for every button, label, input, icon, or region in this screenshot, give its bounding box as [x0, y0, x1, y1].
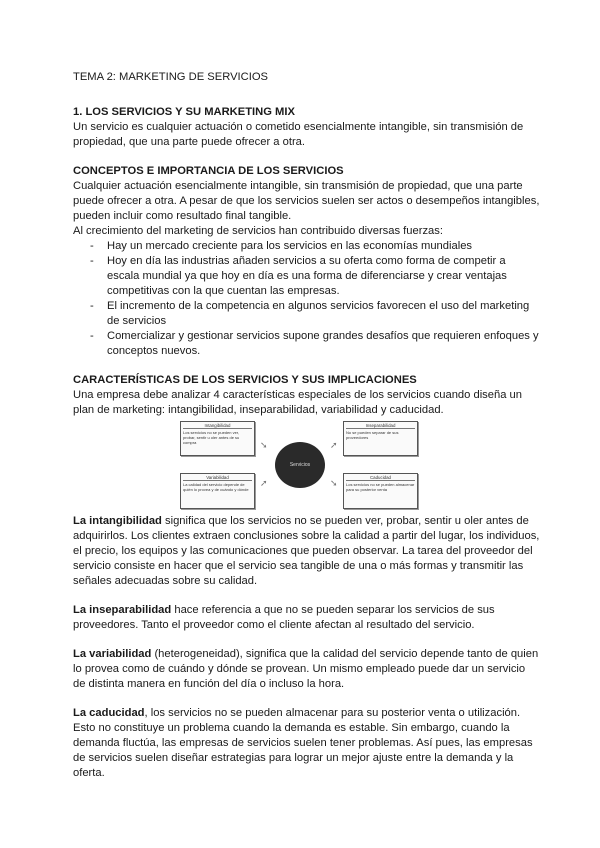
characteristics-diagram [180, 421, 420, 509]
diagram-box-title: Caducidad [346, 475, 415, 481]
arrow-icon: ➚ [260, 478, 268, 488]
paragraph-text: (heterogeneidad), significa que la calidad del servicio depende tanto de quien lo provea como de cuándo y dónde se provean. Un mismo empleado puede dar un servicio de distinta manera en función del día o incluso la hora. [73, 648, 539, 690]
paragraph-inseparabilidad [73, 603, 540, 633]
paragraph-variabilidad [73, 647, 540, 692]
paragraph: Cualquier actuación esencialmente intangible, sin transmisión de propiedad, que una parte puede ofrecer a otra. A pesar de que los servicios suelen ser actos o desempeños intangibles, pueden incluir como resultado final tangible. [73, 180, 540, 222]
term: La caducidad [73, 707, 145, 719]
list-item: - El incremento de la competencia en algunos servicios favorecen el uso del marketing de servicios [90, 299, 540, 329]
paragraph: Un servicio es cualquier actuación o cometido esencialmente intangible, sin transmisión de propiedad, que una parte puede ofrecer a otra. [73, 121, 524, 148]
section-caracteristicas [73, 373, 540, 781]
diagram-box-caducidad [343, 473, 418, 509]
diagram-box-title: Variabilidad [183, 475, 252, 481]
section-servicios-marketing-mix [73, 105, 540, 150]
paragraph-text: , los servicios no se pueden almacenar para su posterior venta o utilización. Esto no constituye un problema cuando la demanda es estable. Sin embargo, cuando la demanda fluctúa, las empresas de servicios suelen tener problemas. Así pues, las empresas de servicios suelen diseñar estrategias para lograr un mejor ajuste entre la demanda y la oferta. [73, 707, 533, 779]
diagram-box-text: Los servicios no se pueden ver, probar, sentir u oler antes de su compra [183, 430, 240, 445]
term: La inseparabilidad [73, 604, 172, 616]
forces-list [73, 239, 540, 359]
diagram-box-title: Intangibilidad [183, 423, 252, 429]
section-heading: CARACTERÍSTICAS DE LOS SERVICIOS Y SUS IMPLICACIONES [73, 374, 417, 386]
paragraph: Una empresa debe analizar 4 características especiales de los servicios cuando diseña un plan de marketing: intangibilidad, inseparabilidad, variabilidad y caducidad. [73, 389, 522, 416]
paragraph-text: hace referencia a que no se pueden separar los servicios de sus proveedores. Tanto el proveedor como el cliente afectan al resultado del servicio. [73, 604, 495, 631]
list-item: - Hoy en día las industrias añaden servicios a su oferta como forma de competir a escala mundial ya que hoy en día es una forma de diferenciarse y crear ventajas competitivas con la que cuentan las empresas. [90, 254, 540, 299]
diagram-box-text: No se pueden separar de sus proveedores [346, 430, 399, 440]
list-item: - Comercializar y gestionar servicios supone grandes desafíos que requieren enfoques y conceptos nuevos. [90, 329, 540, 359]
list-item: - Hay un mercado creciente para los servicios en las economías mundiales [90, 239, 540, 254]
diagram-box-intangibilidad [180, 421, 255, 456]
diagram-box-variabilidad [180, 473, 255, 509]
diagram-center-circle: Servicios [275, 442, 325, 488]
arrow-icon: ➘ [260, 440, 268, 450]
diagram-box-inseparabilidad [343, 421, 418, 456]
diagram-box-title: Inseparabilidad [346, 423, 415, 429]
section-heading: CONCEPTOS E IMPORTANCIA DE LOS SERVICIOS [73, 165, 344, 177]
paragraph-caducidad [73, 706, 540, 781]
paragraph-text: significa que los servicios no se pueden ver, probar, sentir u oler antes de adquirirlos. Los clientes extraen conclusiones sobre la calidad a partir del lugar, los individuos, el precio, los equipos y las comunicaciones que pueden observar. La tarea del proveedor del servicio consiste en hacer que el servicio sea tangible de una o más formas y transmitir las señales adecuadas sobre su calidad. [73, 515, 540, 587]
term: La variabilidad [73, 648, 152, 660]
section-heading: 1. LOS SERVICIOS Y SU MARKETING MIX [73, 106, 295, 118]
document-title: TEMA 2: MARKETING DE SERVICIOS [73, 71, 268, 83]
arrow-icon: ➚ [330, 440, 338, 450]
term: La intangibilidad [73, 515, 162, 527]
paragraph: Al crecimiento del marketing de servicios han contribuido diversas fuerzas: [73, 225, 443, 237]
diagram-box-text: La calidad del servicio depende de quién lo provea y de cuándo y dónde [183, 482, 249, 492]
diagram-box-text: Los servicios no se pueden almacenar para su posterior venta [346, 482, 415, 492]
arrow-icon: ➘ [330, 478, 338, 488]
section-conceptos-importancia [73, 164, 540, 359]
paragraph-intangibilidad [73, 514, 540, 589]
